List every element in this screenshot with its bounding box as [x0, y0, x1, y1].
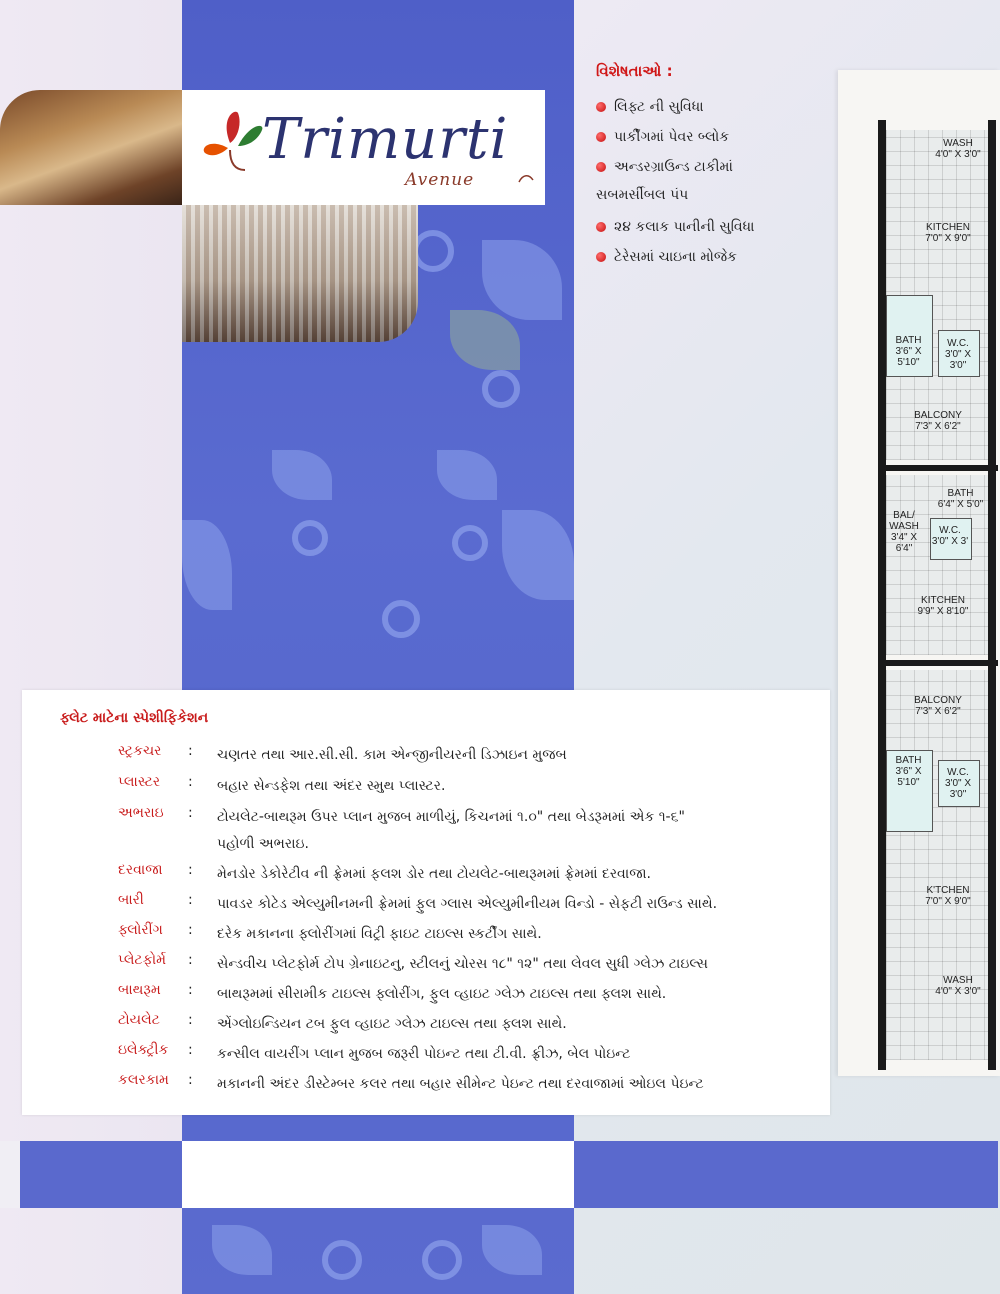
feature-item: ટેરેસમાં ચાઇના મોજેક — [596, 246, 754, 276]
room-label: WASH 4'0" X 3'0" — [935, 138, 981, 160]
spec-value: કન્સીલ વાયરીંગ પ્લાન મુજબ જરૂરી પોઇન્ટ તથા ટી.વી. ફ્રીઝ, બેલ પોઇન્ટ — [217, 1046, 631, 1062]
spec-label: સ્ટ્રકચર — [118, 743, 162, 759]
spec-value: દરેક મકાનના ફ્લોરીંગમાં વિટ્રી ફાઇટ ટાઇલ્સ સ્કર્ટીંગ સાથે. — [217, 926, 542, 942]
room-label: WASH 4'0" X 3'0" — [935, 975, 981, 997]
spec-value: બહાર સેન્ડફેશ તથા અંદર સ્મુથ પ્લાસ્ટર. — [217, 778, 446, 794]
room-label: BALCONY 7'3" X 6'2" — [914, 410, 962, 432]
bottom-edge — [0, 1141, 20, 1208]
bullet-icon — [596, 102, 606, 112]
room-label: BATH 3'6" X 5'10" — [895, 755, 922, 788]
room-label: BAL/ WASH 3'4" X 6'4" — [889, 510, 919, 554]
spec-value: પાવડર કોટેડ એલ્યુમીનમની ફ્રેમમાં ફુલ ગ્લાસ એલ્યુમીનીયમ વિન્ડો - સેફટી રાઉન્ડ સાથે. — [217, 896, 718, 912]
spec-label: ફ્લોરીંગ — [118, 922, 163, 938]
bottom-band-center — [182, 1141, 574, 1208]
spec-label: પ્લેટફોર્મ — [118, 952, 166, 968]
spec-label: બાથરૂમ — [118, 982, 161, 998]
bottom-band-left — [20, 1141, 182, 1208]
spec-label: કલરકામ — [118, 1072, 169, 1088]
feature-item-continuation: સબમર્સીબલ પંપ — [596, 187, 689, 203]
features-list — [596, 96, 754, 276]
room-label: W.C. 3'0" X 3'0" — [944, 767, 972, 800]
feature-item: ૨૪ કલાક પાનીની સુવિધા — [596, 216, 754, 246]
brand-name: Trimurti — [262, 107, 509, 172]
room-label: KITCHEN 9'9" X 8'10" — [917, 595, 969, 617]
brand-subtitle: Avenue — [405, 170, 475, 190]
spec-value: ટોયલેટ-બાથરૂમ ઉપર પ્લાન મુજબ માળીયું, કિચનમાં ૧.૦" તથા બેડરૂમમાં એક ૧-૬" — [217, 809, 685, 825]
spec-label: બારી — [118, 892, 144, 908]
spec-value: સેન્ડવીચ પ્લેટફોર્મ ટોપ ગ્રેનાઇટનુ, સ્ટીલનું ચોરસ ૧૮" ૧૨" તથા લેવલ સુધી ગ્લેઝ ટાઇલ્સ — [217, 956, 708, 972]
interior-photo — [182, 205, 418, 342]
bullet-icon — [596, 252, 606, 262]
specification-panel: ફ્લેટ માટેના સ્પેશીફિકેશન સ્ટ્રકચર : ચણતર તથા આર.સી.સી. કામ એન્જીનીયરની ડિઝાઇન મુજબ પ્લાસ્ટર : બહાર સેન્ડફેશ તથા અંદર સ્મુથ પ્લાસ્ટર. અભરાઇ : ટોયલેટ-બાથરૂમ ઉપર પ્લાન મુજબ માળીયું, કિચનમાં ૧.૦" તથા બેડરૂમમાં એક ૧-૬" પહોળી અભરાઇ. દરવાજા : મેનડોર ડેકોરેટીવ ની ફ્રેમમાં ફલશ ડોર તથા ટોયલેટ-બાથરૂમમાં ફ્રેમમાં દરવાજા. બારી : પાવડર કોટેડ એલ્યુમીનમની ફ્રેમમાં ફુલ ગ્લાસ એલ્યુમીનીયમ વિન્ડો - સેફટી રાઉન્ડ સાથે. ફ્લોરીંગ : દરેક મકાનના ફ્લોરીંગમાં વિટ્રી ફાઇટ ટાઇલ્સ સ્કર્ટીંગ સાથે. પ્લેટફોર્મ : સેન્ડવીચ પ્લેટફોર્મ ટોપ ગ્રેનાઇટનુ, સ્ટીલનું ચોરસ ૧૮" ૧૨" તથા લેવલ સુધી ગ્લેઝ ટાઇલ્સ બાથરૂમ : બાથરૂમમાં સીરામીક ટાઇલ્સ ફ્લોરીંગ, ફુલ વ્હાઇટ ગ્લેઝ ટાઇલ્સ તથા ફ્લશ સાથે. ટોયલેટ : એંગ્લોઇન્ડિયન ટબ ફુલ વ્હાઇટ ગ્લેઝ ટાઇલ્સ તથા ફ્લશ સાથે. ઇલેક્ટ્રીક : કન્સીલ વાયરીંગ પ્લાન મુજબ જરૂરી પોઇન્ટ તથા ટી.વી. ફ્રીઝ, બેલ પોઇન્ટ કલરકામ : મકાનની અંદર ડીસ્ટેમ્બર કલર તથા બહાર સીમેન્ટ પેઇન્ટ તથા દરવાજામાં ઓઇલ પેઇન્ટ — [22, 690, 830, 1115]
room-label: BATH 3'6" X 5'10" — [895, 335, 922, 368]
room-label: KITCHEN 7'0" X 9'0" — [925, 222, 971, 244]
spec-label: ઇલેક્ટ્રીક — [118, 1042, 169, 1058]
room-label: W.C. 3'0" X 3' — [931, 525, 969, 547]
room-label: W.C. 3'0" X 3'0" — [944, 338, 972, 371]
room-label: BATH 6'4" X 5'0" — [937, 488, 984, 510]
spec-value: બાથરૂમમાં સીરામીક ટાઇલ્સ ફ્લોરીંગ, ફુલ વ્હાઇટ ગ્લેઝ ટાઇલ્સ તથા ફ્લશ સાથે. — [217, 986, 667, 1002]
specification-title: ફ્લેટ માટેના સ્પેશીફિકેશન — [60, 710, 209, 726]
bottom-band-right — [574, 1141, 998, 1208]
spec-value: પહોળી અભરાઇ. — [217, 836, 310, 852]
spec-value: ચણતર તથા આર.સી.સી. કામ એન્જીનીયરની ડિઝાઇન મુજબ — [217, 747, 567, 763]
spec-label: ટોયલેટ — [118, 1012, 160, 1028]
spec-value: મેનડોર ડેકોરેટીવ ની ફ્રેમમાં ફલશ ડોર તથા ટોયલેટ-બાથરૂમમાં ફ્રેમમાં દરવાજા. — [217, 866, 651, 882]
floor-plan — [838, 70, 1000, 1076]
feature-item: અન્ડરગ્રાઉન્ડ ટાકીમાં સબમર્સીબલ પંપ — [596, 156, 754, 216]
bullet-icon — [596, 132, 606, 142]
bullet-icon — [596, 222, 606, 232]
spec-label: પ્લાસ્ટર — [118, 774, 161, 790]
spec-value: મકાનની અંદર ડીસ્ટેમ્બર કલર તથા બહાર સીમેન્ટ પેઇન્ટ તથા દરવાજામાં ઓઇલ પેઇન્ટ — [217, 1076, 704, 1092]
feature-item: પાર્કીંગમાં પેવર બ્લોક — [596, 126, 754, 156]
features-title: વિશેષતાઓ : — [596, 62, 673, 80]
spec-label: અભરાઇ — [118, 805, 164, 821]
bedroom-photo — [0, 90, 182, 205]
feature-item: લિફ્ટ ની સુવિધા — [596, 96, 754, 126]
spec-value: એંગ્લોઇન્ડિયન ટબ ફુલ વ્હાઇટ ગ્લેઝ ટાઇલ્સ તથા ફ્લશ સાથે. — [217, 1016, 567, 1032]
room-label: K'TCHEN 7'0" X 9'0" — [925, 885, 971, 907]
bullet-icon — [596, 162, 606, 172]
room-label: BALCONY 7'3" X 6'2" — [914, 695, 962, 717]
spec-label: દરવાજા — [118, 862, 163, 878]
flourish-icon — [517, 170, 537, 190]
